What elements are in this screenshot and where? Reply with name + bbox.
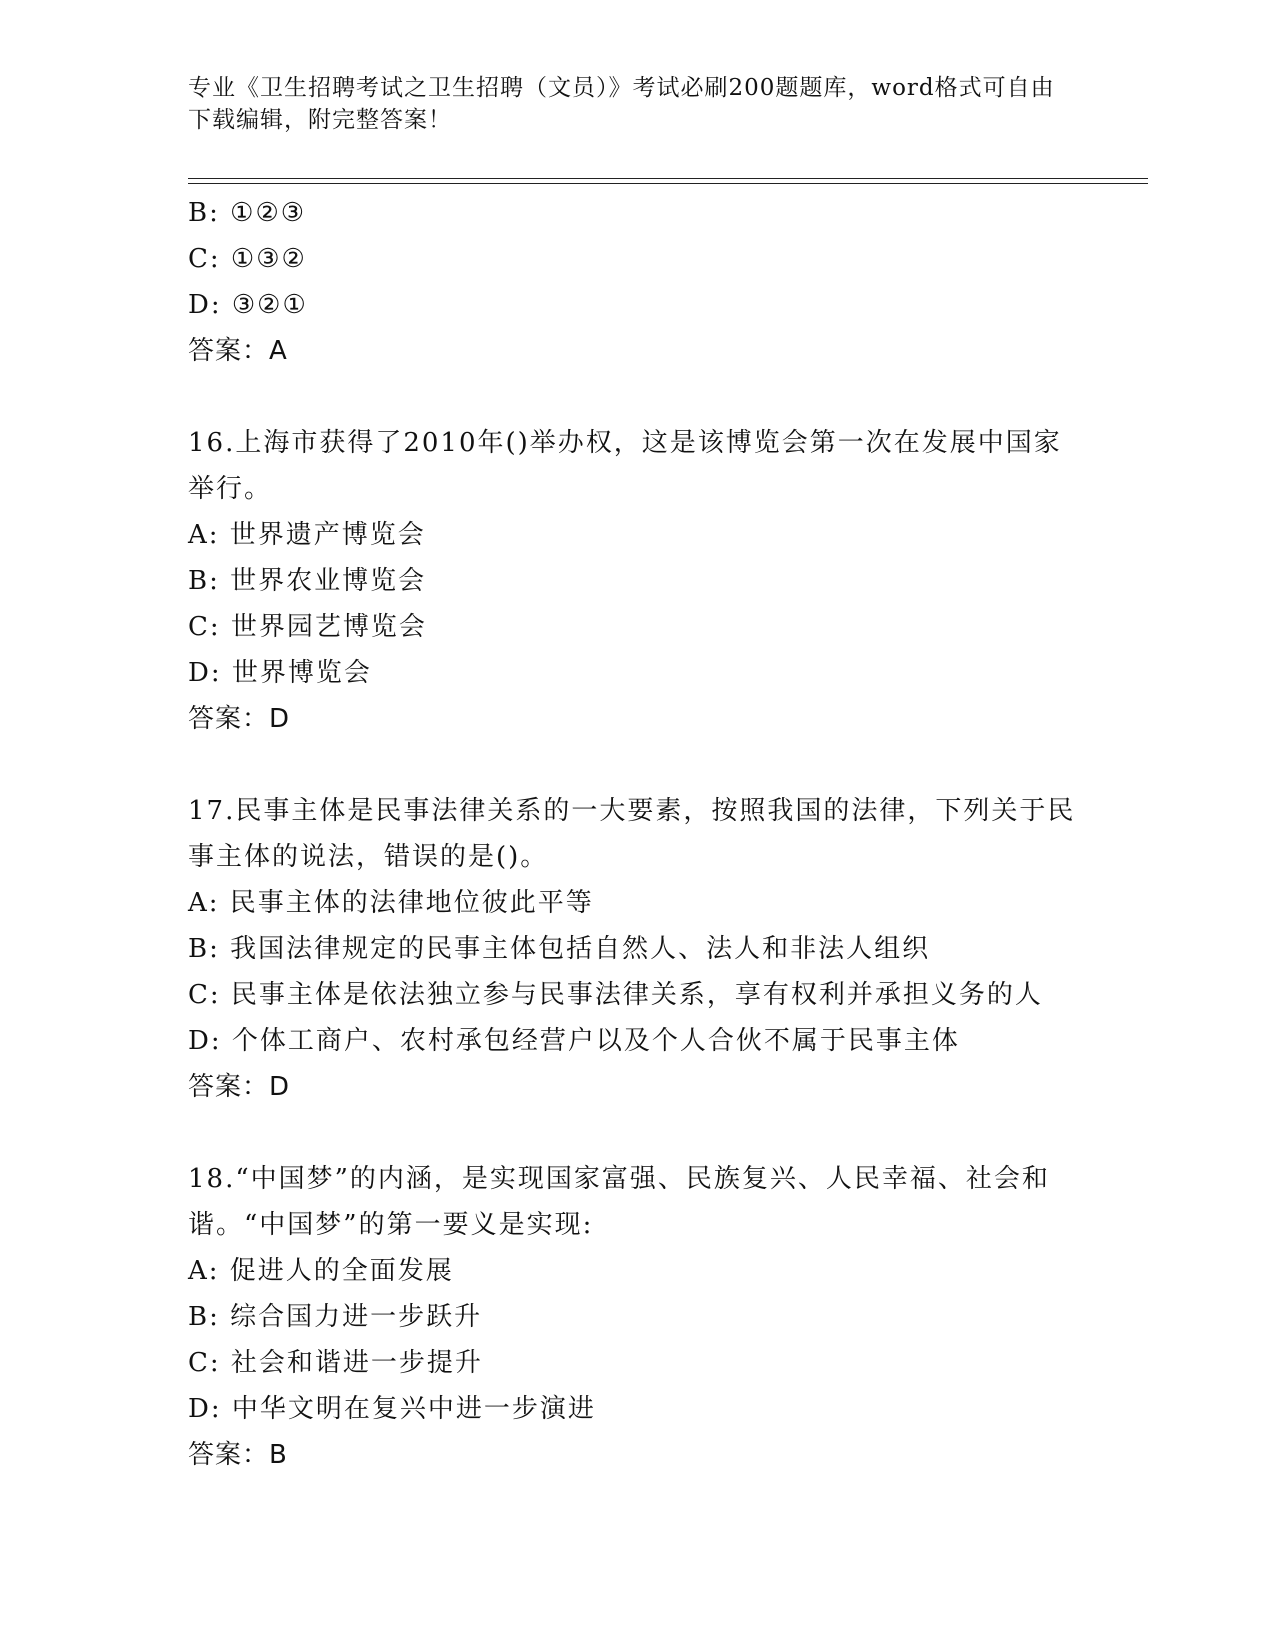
question-18 <box>188 1156 1088 1478</box>
option-d: D: ③②① <box>188 290 308 320</box>
question-text: 18.“中国梦”的内涵，是实现国家富强、民族复兴、人民幸福、社会和谐。“中国梦”的第一要义是实现: <box>188 1164 1050 1240</box>
option-d: D: 中华文明在复兴中进一步演进 <box>188 1394 596 1424</box>
question-17 <box>188 788 1088 1110</box>
option-a: A: 民事主体的法律地位彼此平等 <box>188 888 594 918</box>
answer-line: 答案：A <box>188 336 288 366</box>
option-b: B: ①②③ <box>188 198 307 228</box>
option-d: D: 个体工商户、农村承包经营户以及个人合伙不属于民事主体 <box>188 1026 960 1056</box>
question-15-continued <box>188 190 1088 374</box>
option-c: C: 社会和谐进一步提升 <box>188 1348 483 1378</box>
header-divider-bottom <box>188 183 1148 184</box>
option-c: C: 民事主体是依法独立参与民事法律关系，享有权利并承担义务的人 <box>188 980 1043 1010</box>
header-text: 专业《卫生招聘考试之卫生招聘（文员）》考试必刷200题题库，word格式可自由下载编辑，附完整答案！ <box>188 75 1055 133</box>
option-d: D: 世界博览会 <box>188 658 372 688</box>
option-c: C: 世界园艺博览会 <box>188 612 427 642</box>
page-header <box>188 72 1068 136</box>
answer-line: 答案：D <box>188 1072 291 1102</box>
option-b: B: 我国法律规定的民事主体包括自然人、法人和非法人组织 <box>188 934 931 964</box>
question-text: 17.民事主体是民事法律关系的一大要素，按照我国的法律，下列关于民事主体的说法，错误的是()。 <box>188 796 1076 872</box>
answer-line: 答案：D <box>188 704 291 734</box>
question-text: 16.上海市获得了2010年()举办权，这是该博览会第一次在发展中国家举行。 <box>188 428 1062 504</box>
option-a: A: 促进人的全面发展 <box>188 1256 454 1286</box>
option-a: A: 世界遗产博览会 <box>188 520 426 550</box>
option-b: B: 世界农业博览会 <box>188 566 427 596</box>
option-b: B: 综合国力进一步跃升 <box>188 1302 483 1332</box>
answer-line: 答案：B <box>188 1440 288 1470</box>
option-c: C: ①③② <box>188 244 307 274</box>
header-divider-top <box>188 178 1148 179</box>
question-list <box>188 190 1088 1478</box>
question-16 <box>188 420 1088 742</box>
